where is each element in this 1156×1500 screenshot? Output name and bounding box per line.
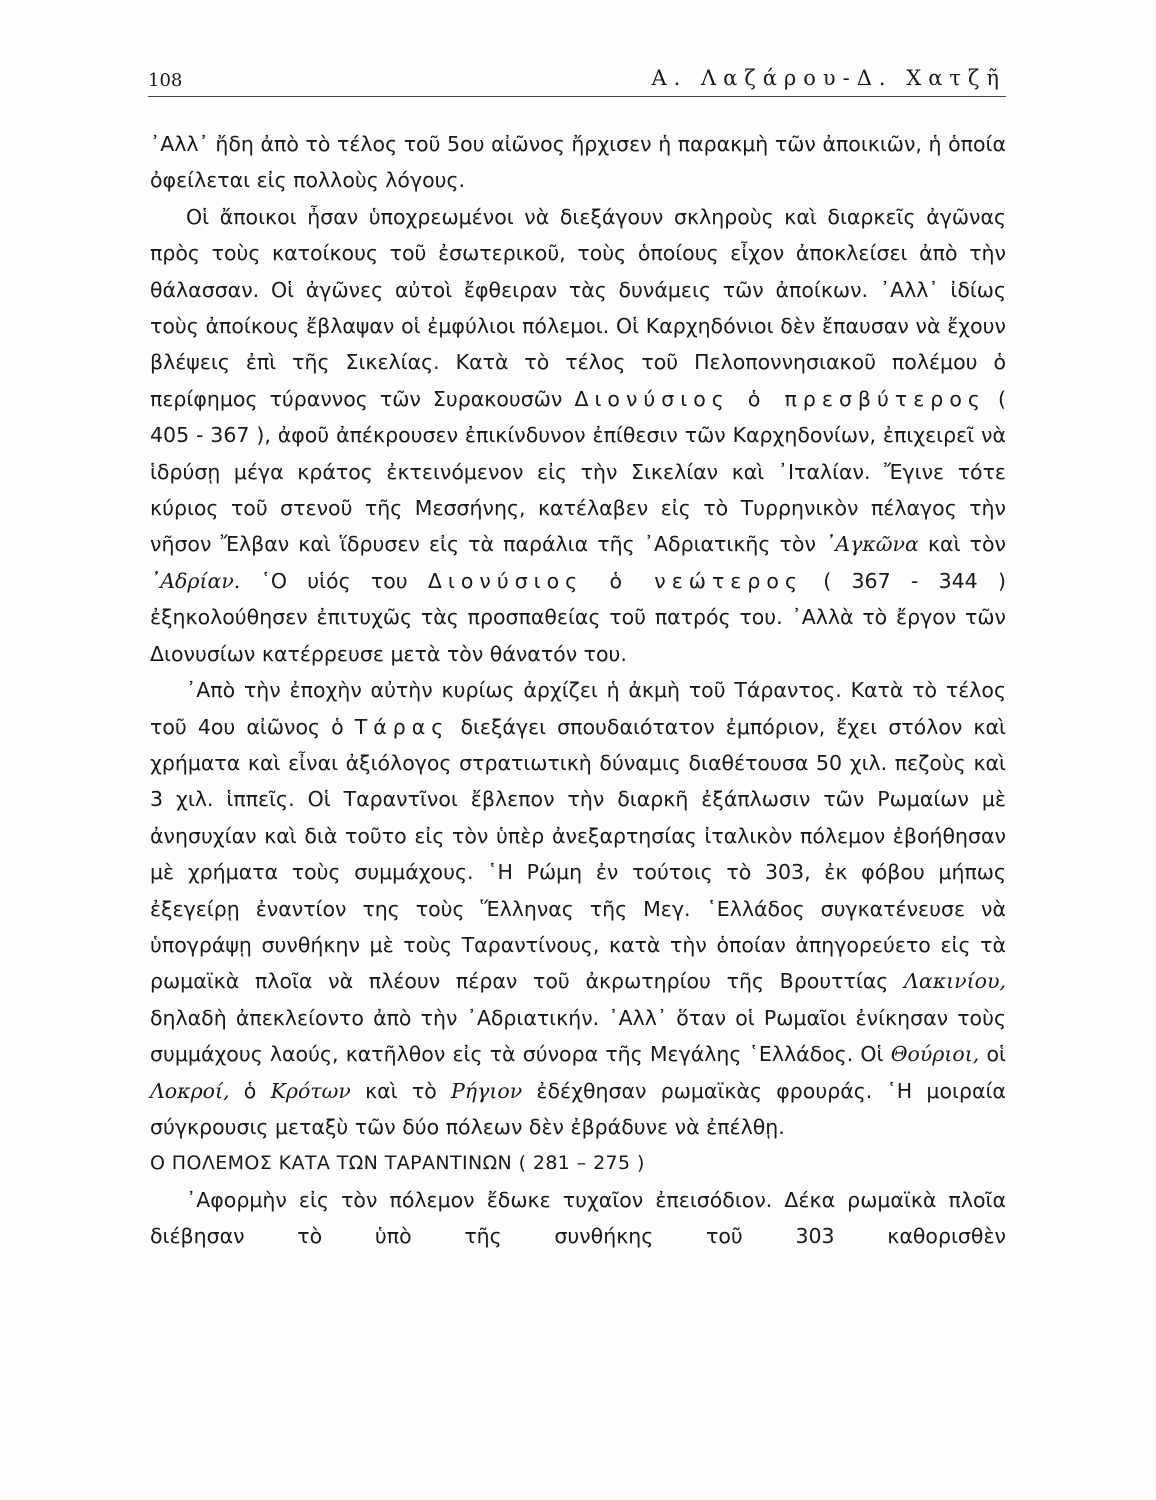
p3-text-e: ὁ — [243, 1078, 257, 1103]
paragraph-1-text: ᾿Αλλ᾿ ἤδη ἀπὸ τὸ τέλος τοῦ 5ου αἰῶνος ἤρχισεν ἡ παρακμὴ τῶν ἀποικιῶν, ἡ ὁποία ὀφείλεται εἰς πολλοὺς λόγους. — [150, 132, 1006, 193]
p2-spaced-name-1: Διονύσιος ὁ πρεσβύτερος — [574, 386, 986, 411]
p2-spaced-name-2: Διονύσιος ὁ νεώτερος — [427, 568, 803, 593]
p3-text-a: ᾿Απὸ τὴν ἐποχὴν αὐτὴν κυρίως ἀρχίζει ἡ ἀκμὴ τοῦ Τάραντος. Κατὰ τὸ τέλος τοῦ 4ου αἰῶνος ὁ — [150, 678, 1006, 739]
p3-italic-4: Κρότων — [270, 1078, 351, 1103]
p2-text-d: ῾Ο υἱός του — [260, 568, 408, 593]
page-header — [148, 66, 1006, 97]
p3-spaced-name-1: Τάρας — [354, 714, 450, 739]
paragraph-4 — [150, 1182, 1006, 1255]
section-heading: Ο ΠΟΛΕΜΟΣ ΚΑΤΑ ΤΩΝ ΤΑΡΑΝΤΙΝΩΝ ( 281 – 275 ) — [150, 1152, 645, 1175]
p3-text-f: καὶ τὸ — [365, 1078, 437, 1103]
body-text — [150, 126, 1006, 1255]
p2-text-b: ( 405 - 367 ), ἀφοῦ ἀπέκρουσεν ἐπικίνδυνον ἐπίθεσιν τῶν Καρχηδονίων, ἐπιχειρεῖ νὰ ἱδρύσῃ μέγα κράτος ἐκτεινόμενον εἰς τὴν Σικελίαν καὶ ᾿Ιταλίαν. Ἔγινε τότε κύριος τοῦ στενοῦ τῆς Μεσσήνης, κατέλαβεν εἰς τὸ Τυρρηνικὸν πέλαγος τὴν νῆσον Ἔλβαν καὶ ἵδρυσεν εἰς τὰ παράλια τῆς ᾿Αδριατικῆς τὸν — [150, 386, 1006, 557]
paragraph-3 — [150, 672, 1006, 1145]
p2-text-e: ( 367 - 344 ) ἐξηκολούθησεν ἐπιτυχῶς τὰς προσπαθείας τοῦ πατρός του. ᾿Αλλὰ τὸ ἔργον τῶν Διονυσίων κατέρρευσε μετὰ τὸν θάνατόν του. — [150, 568, 1006, 666]
p3-text-b: διεξάγει σπουδαιότατον ἐμπόριον, ἔχει στόλον καὶ χρήματα καὶ εἶναι ἀξιόλογος στρατιωτικὴ δύναμις διαθέτουσα 50 χιλ. πεζοὺς καὶ 3 χιλ. ἱππεῖς. Οἱ Ταραντῖνοι ἔβλεπον τὴν διαρκῆ ἐξάπλωσιν τῶν Ρωμαίων μὲ ἀνησυχίαν καὶ διὰ τοῦτο εἰς τὸν ὑπὲρ ἀνεξαρτησίας ἰταλικὸν πόλεμον ἐβοήθησαν μὲ χρήματα τοὺς συμμάχους. ῾Η Ρώμη ἐν τούτοις τὸ 303, ἐκ φόβου μήπως ἐξεγείρῃ ἐναντίον της τοὺς Ἕλληνας τῆς Μεγ. ῾Ελλάδος συγκατένευσε νὰ ὑπογράψῃ συνθήκην μὲ τοὺς Ταραντίνους, κατὰ τὴν ὁποίαν ἀπηγορεύετο εἰς τὰ ρωμαϊκὰ πλοῖα νὰ πλέουν πέραν τοῦ ἀκρωτηρίου τῆς Βρουττίας — [150, 714, 1006, 994]
p3-italic-3: Λοκροί, — [150, 1078, 230, 1103]
p3-italic-1: Λακινίου, — [904, 969, 1006, 994]
paragraph-1 — [150, 126, 1006, 199]
p3-text-d: οἱ — [986, 1042, 1006, 1067]
p3-italic-5: Ρήγιον — [451, 1078, 523, 1103]
p2-italic-1: ᾿Αγκῶνα — [825, 532, 919, 557]
paragraph-4-text: ᾿Αφορμὴν εἰς τὸν πόλεμον ἔδωκε τυχαῖον ἐπεισόδιον. Δέκα ρωμαϊκὰ πλοῖα διέβησαν τὸ ὑπὸ τῆς συνθήκης τοῦ 303 καθορισθὲν — [150, 1187, 1006, 1249]
page-number: 108 — [148, 70, 183, 91]
p2-italic-2: ᾿Αδρίαν. — [150, 568, 241, 593]
p3-text-g: ἐδέχθησαν ρωμαϊκὰς φρουράς. ῾Η μοιραία σύγκρουσις μεταξὺ τῶν δύο πόλεων δὲν ἐβράδυνε νὰ ἐπέλθῃ. — [150, 1078, 1006, 1139]
running-head: Α. Λαζάρου-Δ. Χατζῆ — [651, 66, 1006, 90]
p2-text-a: Οἱ ἄποικοι ἦσαν ὑποχρεωμένοι νὰ διεξάγουν σκληροὺς καὶ διαρκεῖς ἀγῶνας πρὸς τοὺς κατοίκους τοῦ ἐσωτερικοῦ, τοὺς ὁποίους εἶχον ἀποκλείσει ἀπὸ τὴν θάλασσαν. Οἱ ἀγῶνες αὐτοὶ ἔφθειραν τὰς δυνάμεις τῶν ἀποίκων. ᾿Αλλ᾿ ἰδίως τοὺς ἀποίκους ἔβλαψαν οἱ ἐμφύλιοι πόλεμοι. Οἱ Καρχηδόνιοι δὲν ἔπαυσαν νὰ ἔχουν βλέψεις ἐπὶ τῆς Σικελίας. Κατὰ τὸ τέλος τοῦ Πελοποννησιακοῦ πολέμου ὁ περίφημος τύραννος τῶν Συρακουσῶν — [150, 204, 1006, 411]
p2-text-c: καὶ τὸν — [927, 532, 1006, 557]
p3-italic-2: Θούριοι, — [890, 1042, 980, 1067]
p3-text-c: δηλαδὴ ἀπεκλείοντο ἀπὸ τὴν ᾿Αδριατικήν. ᾿Αλλ᾿ ὅταν οἱ Ρωμαῖοι ἐνίκησαν τοὺς συμμάχους λαούς, κατῆλθον εἰς τὰ σύνορα τῆς Μεγάλης ῾Ελλάδος. Οἱ — [150, 1005, 1006, 1067]
paragraph-2 — [150, 199, 1006, 672]
